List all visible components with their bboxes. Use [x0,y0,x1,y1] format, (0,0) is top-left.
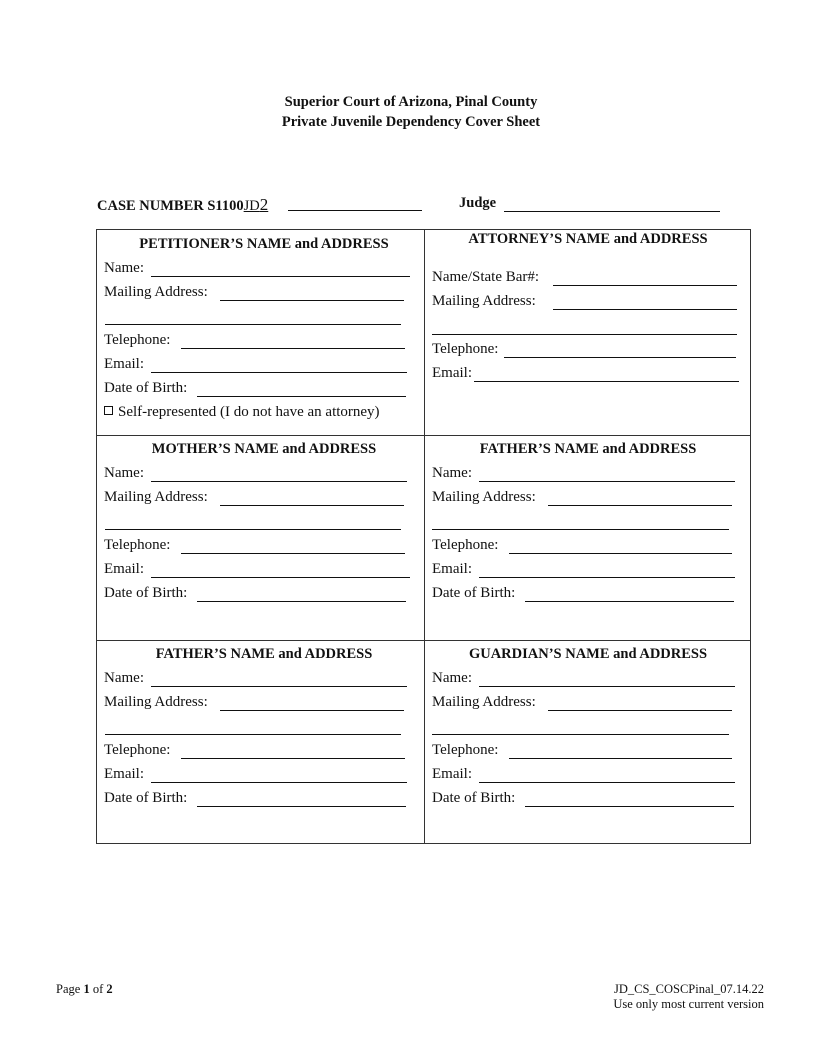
self-represented-label: Self-represented (I do not have an attorney) [118,404,380,420]
petitioner-email-label: Email: [104,356,144,372]
of-word: of [92,982,104,996]
judge-field[interactable] [504,195,720,212]
petitioner-email-field[interactable] [151,356,407,373]
guardian-dob-field[interactable] [525,790,734,807]
father2-name-label: Name: [104,670,144,686]
case-number-label [97,195,268,215]
case-number-field[interactable] [288,194,422,211]
petitioner-mailing-field-2[interactable] [105,308,401,325]
father-section-1 [432,435,744,640]
mother-heading: MOTHER’S NAME and ADDRESS [151,441,377,457]
petitioner-mailing-field[interactable] [220,284,404,301]
father1-name-label: Name: [432,465,472,481]
form-id: JD_CS_COSCPinal_07.14.22 [613,982,764,996]
mother-name-label: Name: [104,465,144,481]
father2-email-field[interactable] [151,766,407,783]
father2-mailing-field[interactable] [220,694,404,711]
guardian-section [432,640,744,844]
father2-telephone-label: Telephone: [104,742,171,758]
petitioner-dob-field[interactable] [197,380,406,397]
guardian-heading: GUARDIAN’S NAME and ADDRESS [468,646,708,662]
petitioner-self-represented[interactable] [104,404,380,421]
father2-dob-field[interactable] [197,790,406,807]
guardian-mailing-label: Mailing Address: [432,694,536,710]
father1-email-field[interactable] [479,561,735,578]
page-number: 1 [83,982,90,996]
guardian-name-field[interactable] [479,670,735,687]
petitioner-section [104,229,416,435]
petitioner-telephone-field[interactable] [181,332,405,349]
guardian-email-label: Email: [432,766,472,782]
guardian-mailing-field-2[interactable] [432,718,729,735]
mother-telephone-label: Telephone: [104,537,171,553]
father1-mailing-label: Mailing Address: [432,489,536,505]
guardian-mailing-field[interactable] [548,694,732,711]
case-number-digit: 2 [259,195,269,214]
father2-email-label: Email: [104,766,144,782]
attorney-email-field[interactable] [474,365,739,382]
petitioner-telephone-label: Telephone: [104,332,171,348]
petitioner-mailing-label: Mailing Address: [104,284,208,300]
page-total: 2 [106,982,113,996]
page-word: Page [56,982,81,996]
mother-email-label: Email: [104,561,144,577]
guardian-email-field[interactable] [479,766,735,783]
case-number-jd: JD [243,198,260,214]
mother-mailing-field[interactable] [220,489,404,506]
form-court-title: Superior Court of Arizona, Pinal County [284,94,538,110]
case-number-prefix-label: CASE NUMBER S1100 [97,198,244,214]
father1-telephone-field[interactable] [509,537,732,554]
father-section-2 [104,640,416,844]
father-heading-2: FATHER’S NAME and ADDRESS [155,646,373,662]
attorney-bar-field[interactable] [553,269,737,286]
grid-divider-vertical [424,229,425,844]
mother-mailing-label: Mailing Address: [104,489,208,505]
judge-label: Judge [459,195,497,211]
attorney-heading: ATTORNEY’S NAME and ADDRESS [468,231,708,247]
mother-section [104,435,416,640]
father2-mailing-field-2[interactable] [105,718,401,735]
attorney-telephone-field[interactable] [504,341,736,358]
mother-email-field[interactable] [151,561,410,578]
attorney-telephone-label: Telephone: [432,341,499,357]
father2-mailing-label: Mailing Address: [104,694,208,710]
father1-dob-label: Date of Birth: [432,585,516,601]
father2-name-field[interactable] [151,670,407,687]
petitioner-name-label: Name: [104,260,144,276]
attorney-mailing-label: Mailing Address: [432,293,536,309]
petitioner-dob-label: Date of Birth: [104,380,188,396]
mother-name-field[interactable] [151,465,407,482]
guardian-telephone-label: Telephone: [432,742,499,758]
mother-mailing-field-2[interactable] [105,513,401,530]
version-note: Use only most current version [613,997,764,1011]
attorney-section [432,229,744,435]
attorney-bar-label: Name/State Bar#: [432,269,540,285]
father1-telephone-label: Telephone: [432,537,499,553]
mother-telephone-field[interactable] [181,537,405,554]
father1-dob-field[interactable] [525,585,734,602]
guardian-name-label: Name: [432,670,472,686]
page-indicator [56,982,113,997]
father-heading-1: FATHER’S NAME and ADDRESS [479,441,697,457]
guardian-dob-label: Date of Birth: [432,790,516,806]
mother-dob-label: Date of Birth: [104,585,188,601]
attorney-mailing-field-2[interactable] [432,318,737,335]
petitioner-name-field[interactable] [151,260,410,277]
father1-email-label: Email: [432,561,472,577]
attorney-mailing-field[interactable] [553,293,737,310]
father2-telephone-field[interactable] [181,742,405,759]
father1-mailing-field-2[interactable] [432,513,729,530]
guardian-telephone-field[interactable] [509,742,732,759]
father1-mailing-field[interactable] [548,489,732,506]
form-title: Private Juvenile Dependency Cover Sheet [281,114,541,130]
mother-dob-field[interactable] [197,585,406,602]
attorney-email-label: Email: [432,365,472,381]
self-represented-checkbox[interactable] [104,406,113,415]
father2-dob-label: Date of Birth: [104,790,188,806]
father1-name-field[interactable] [479,465,735,482]
petitioner-heading: PETITIONER’S NAME and ADDRESS [139,236,389,252]
